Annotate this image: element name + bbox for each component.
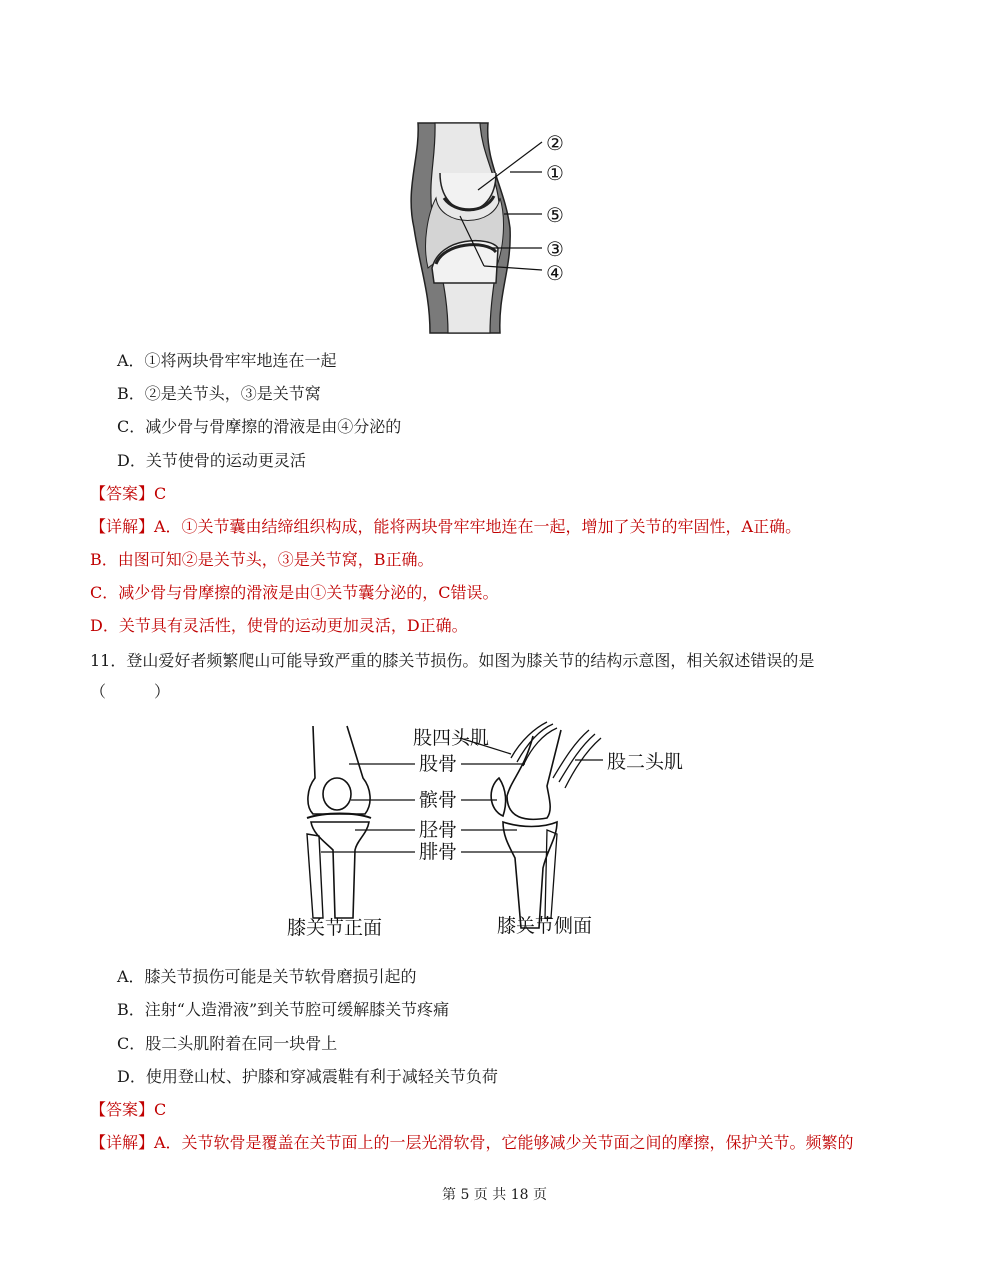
- page-footer: 第 5 页 共 18 页: [442, 1187, 547, 1203]
- knee-joint-figure: [285, 718, 705, 948]
- label-tibia: 胫骨: [419, 819, 458, 841]
- caption-side-view: 膝关节侧面: [497, 915, 593, 937]
- q10-option-c: C．减少骨与骨摩擦的滑液是由④分泌的: [117, 417, 402, 436]
- q11-answer: 【答案】C: [90, 1100, 167, 1119]
- label-2: ②: [546, 131, 564, 155]
- label-3: ③: [546, 237, 564, 261]
- label-5: ⑤: [546, 203, 564, 227]
- label-4: ④: [546, 261, 564, 285]
- q10-explanation-c: C．减少骨与骨摩擦的滑液是由①关节囊分泌的，C错误。: [90, 583, 499, 602]
- label-patella: 髌骨: [419, 789, 458, 811]
- q10-option-d: D．关节使骨的运动更灵活: [117, 451, 306, 470]
- q11-option-b: B．注射“人造滑液”到关节腔可缓解膝关节疼痛: [117, 1000, 450, 1019]
- q11-stem: 11．登山爱好者频繁爬山可能导致严重的膝关节损伤。如图为膝关节的结构示意图，相关叙述错误的是: [90, 651, 815, 670]
- joint-structure-figure: [400, 118, 590, 338]
- q10-explanation-a: 【详解】A．①关节囊由结缔组织构成，能将两块骨牢牢地连在一起，增加了关节的牢固性，A正确。: [90, 517, 802, 536]
- q10-explanation-b: B．由图可知②是关节头，③是关节窝，B正确。: [90, 550, 434, 569]
- q10-option-b: B．②是关节头，③是关节窝: [117, 384, 321, 403]
- q10-option-a: A．①将两块骨牢牢地连在一起: [117, 351, 337, 370]
- q11-option-c: C．股二头肌附着在同一块骨上: [117, 1034, 338, 1053]
- label-quadriceps: 股四头肌: [413, 727, 490, 749]
- label-1: ①: [546, 161, 564, 185]
- label-femur: 股骨: [419, 753, 458, 775]
- label-biceps-femoris: 股二头肌: [607, 751, 684, 773]
- q10-explanation-d: D．关节具有灵活性，使骨的运动更加灵活，D正确。: [90, 616, 468, 635]
- q11-option-a: A．膝关节损伤可能是关节软骨磨损引起的: [117, 967, 417, 986]
- q11-option-d: D．使用登山杖、护膝和穿减震鞋有利于减轻关节负荷: [117, 1067, 498, 1086]
- caption-front-view: 膝关节正面: [287, 917, 383, 939]
- q11-explanation-a: 【详解】A．关节软骨是覆盖在关节面上的一层光滑软骨，它能够减少关节面之间的摩擦，保护关节。频繁的: [90, 1133, 854, 1152]
- q10-answer: 【答案】C: [90, 484, 167, 503]
- q11-blank: （ ）: [90, 682, 171, 701]
- label-fibula: 腓骨: [419, 841, 458, 863]
